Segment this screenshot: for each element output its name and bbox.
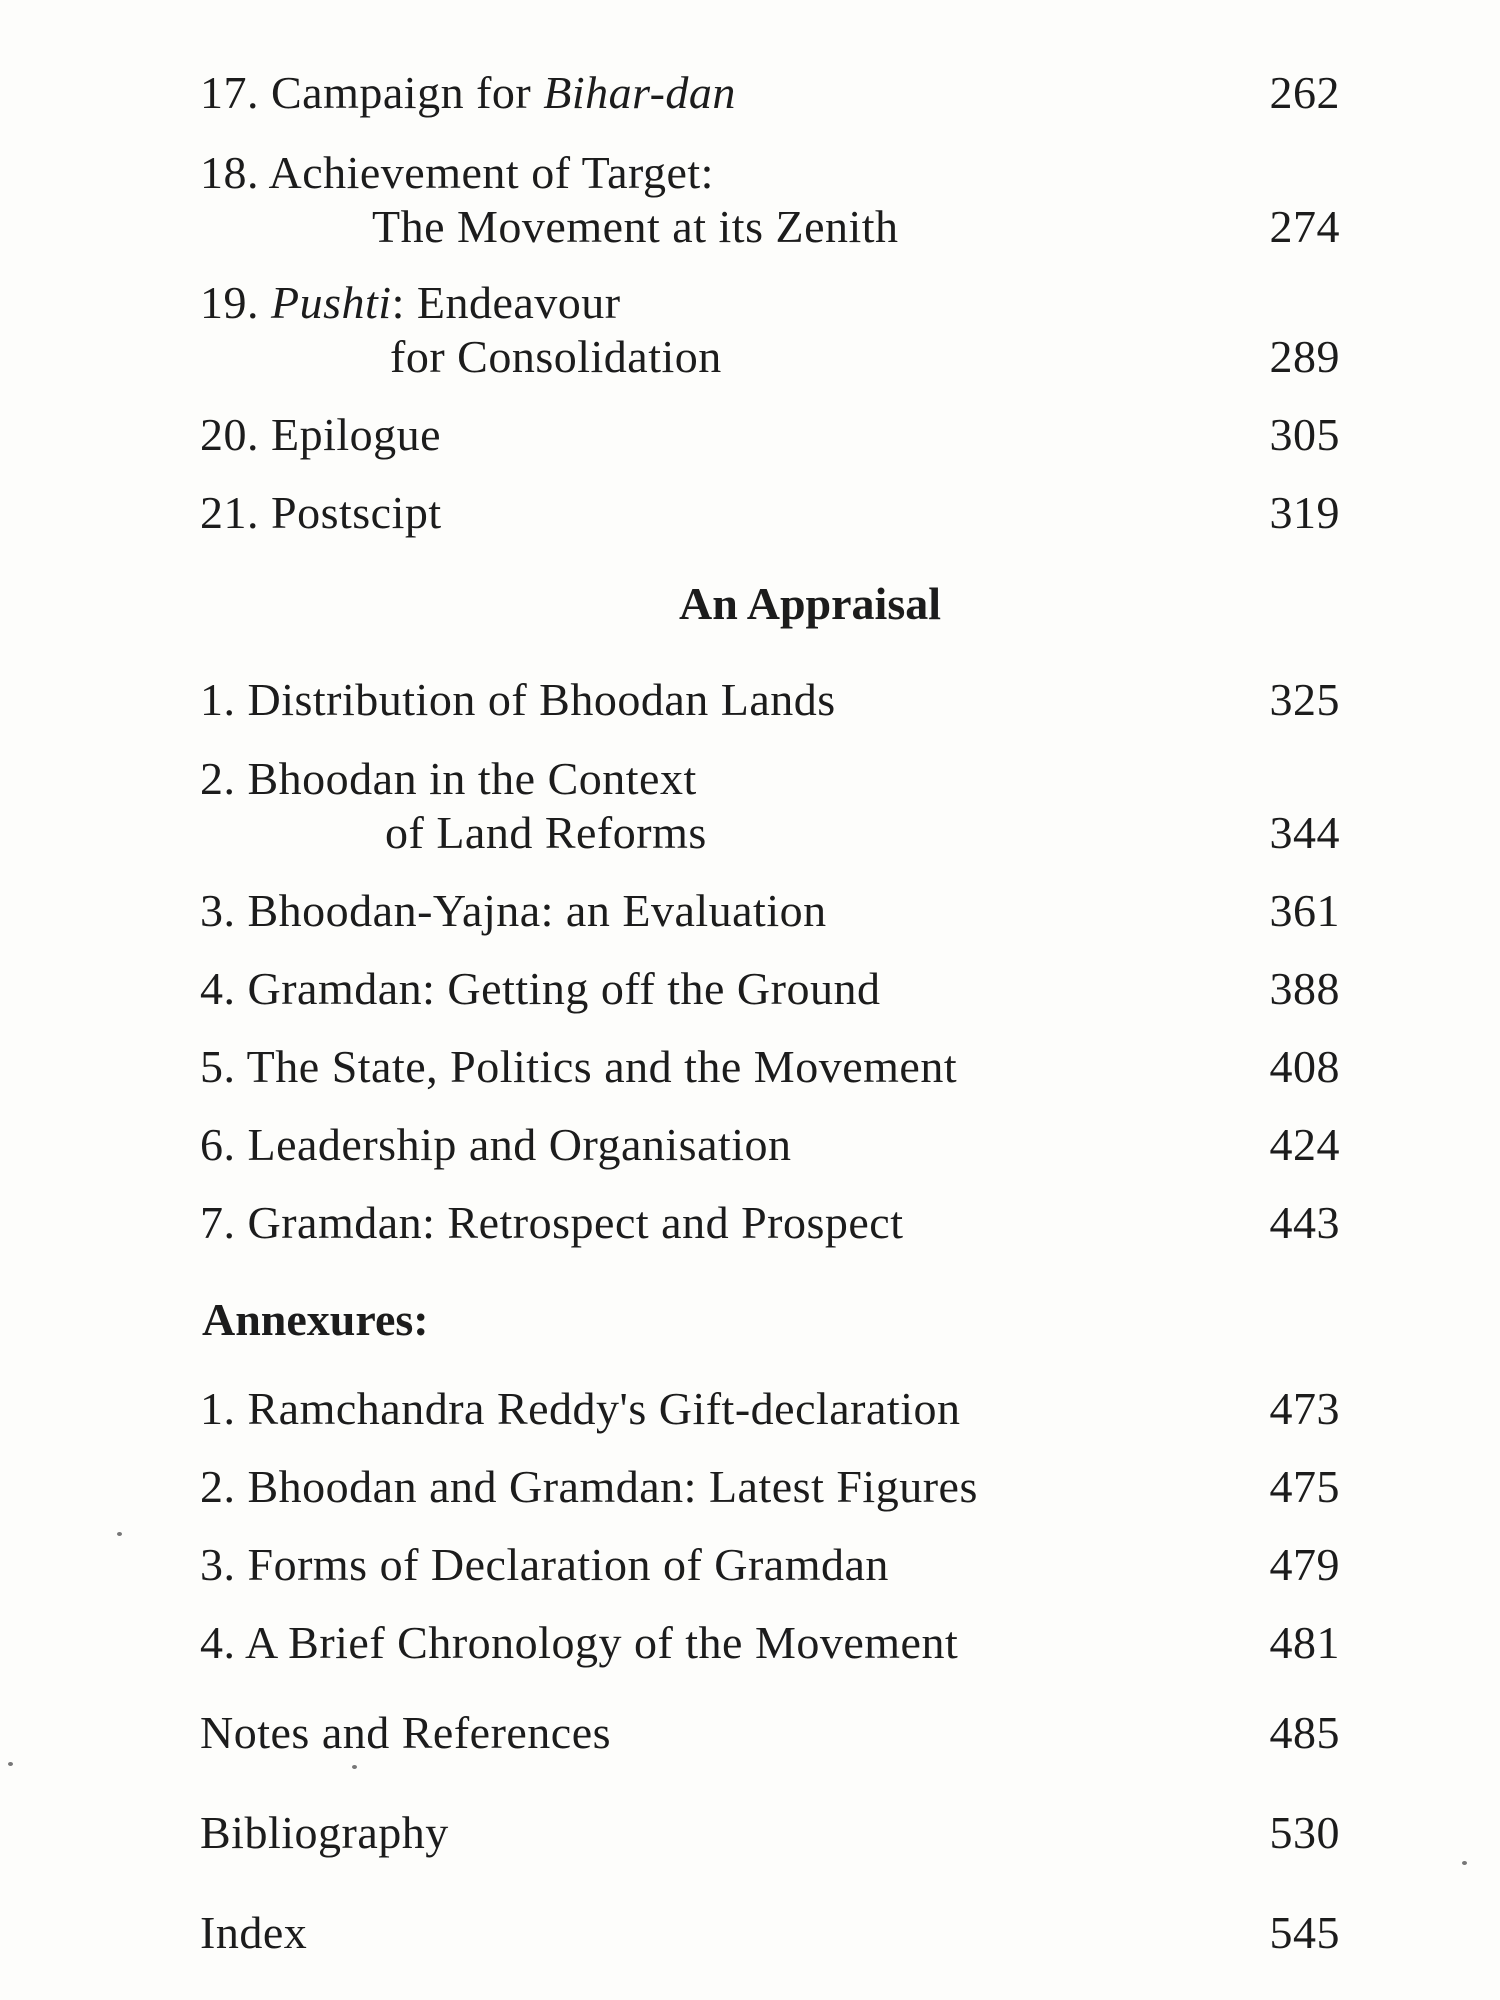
- chapter-title: Gramdan: Getting off the Ground: [247, 963, 881, 1014]
- chapter-title: Epilogue: [271, 409, 442, 460]
- section-heading-annexures: Annexures:: [202, 1294, 429, 1345]
- chapter-title: Leadership and Organisation: [247, 1119, 792, 1170]
- scan-speck: [1462, 1861, 1467, 1865]
- chapter-number: 2.: [200, 1461, 236, 1512]
- chapter-title-italic: Pushti: [271, 277, 392, 328]
- toc-entry-appraisal-1[interactable]: [200, 673, 1340, 727]
- entry-title: Bibliography: [200, 1807, 449, 1858]
- page-number: 481: [1269, 1617, 1340, 1668]
- chapter-number: 1.: [200, 674, 236, 725]
- page-number: 388: [1269, 963, 1340, 1014]
- chapter-title: Bhoodan in the Context: [247, 753, 697, 804]
- page-number: 424: [1269, 1119, 1340, 1170]
- toc-entry-annexure-4[interactable]: [200, 1616, 1340, 1670]
- toc-entry-18[interactable]: [200, 146, 1340, 254]
- chapter-title: The State, Politics and the Movement: [246, 1041, 958, 1092]
- chapter-title: Postscipt: [271, 487, 442, 538]
- page-number: 475: [1269, 1461, 1340, 1512]
- chapter-number: 20.: [200, 409, 259, 460]
- page-number: 344: [1269, 807, 1340, 858]
- chapter-number: 3.: [200, 1539, 236, 1590]
- chapter-number: 18.: [200, 147, 259, 198]
- chapter-title: Gramdan: Retrospect and Prospect: [247, 1197, 904, 1248]
- section-heading-appraisal: An Appraisal: [678, 578, 942, 629]
- chapter-number: 4.: [200, 1617, 236, 1668]
- page-number: 485: [1269, 1707, 1340, 1758]
- chapter-title: Campaign for: [271, 67, 544, 118]
- chapter-number: 2.: [200, 753, 236, 804]
- scan-speck: [352, 1765, 357, 1769]
- toc-entry-appraisal-5[interactable]: [200, 1040, 1340, 1094]
- chapter-title: Bhoodan-Yajna: an Evaluation: [247, 885, 827, 936]
- page-number: 305: [1269, 409, 1340, 460]
- toc-entry-appraisal-6[interactable]: [200, 1118, 1340, 1172]
- chapter-title: Distribution of Bhoodan Lands: [247, 674, 836, 725]
- page-number: 289: [1269, 331, 1340, 382]
- chapter-number: 4.: [200, 963, 236, 1014]
- chapter-title: A Brief Chronology of the Movement: [244, 1617, 959, 1668]
- toc-entry-bibliography[interactable]: [200, 1806, 1340, 1860]
- scan-speck: [117, 1532, 122, 1536]
- chapter-number: 19.: [200, 277, 259, 328]
- page-number: 545: [1269, 1907, 1340, 1958]
- toc-entry-appraisal-7[interactable]: [200, 1196, 1340, 1250]
- toc-entry-17[interactable]: [200, 66, 1340, 120]
- chapter-title-italic: Bihar-dan: [543, 67, 736, 118]
- chapter-title: Bhoodan and Gramdan: Latest Figures: [247, 1461, 978, 1512]
- toc-entry-notes[interactable]: [200, 1706, 1340, 1760]
- entry-title: Notes and References: [200, 1707, 612, 1758]
- toc-entry-appraisal-4[interactable]: [200, 962, 1340, 1016]
- toc-entry-index[interactable]: [200, 1906, 1340, 1960]
- chapter-title-continuation: of Land Reforms: [385, 807, 707, 858]
- chapter-title: Forms of Declaration of Gramdan: [247, 1539, 889, 1590]
- toc-entry-annexure-1[interactable]: [200, 1382, 1340, 1436]
- page-number: 473: [1269, 1383, 1340, 1434]
- chapter-number: 1.: [200, 1383, 236, 1434]
- page-number: 262: [1269, 67, 1340, 118]
- toc-entry-19[interactable]: [200, 276, 1340, 384]
- scan-speck: [8, 1762, 13, 1766]
- chapter-title-continuation: for Consolidation: [390, 331, 722, 382]
- toc-entry-appraisal-3[interactable]: [200, 884, 1340, 938]
- page-number: 361: [1269, 885, 1340, 936]
- chapter-number: 17.: [200, 67, 259, 118]
- page-number: 443: [1269, 1197, 1340, 1248]
- chapter-title: : Endeavour: [391, 277, 621, 328]
- page-number: 274: [1269, 201, 1340, 252]
- chapter-title-continuation: The Movement at its Zenith: [372, 201, 899, 252]
- chapter-number: 7.: [200, 1197, 236, 1248]
- chapter-title: Achievement of Target:: [268, 147, 714, 198]
- chapter-number: 5.: [200, 1041, 236, 1092]
- page-number: 319: [1269, 487, 1340, 538]
- entry-title: Index: [200, 1907, 308, 1958]
- chapter-title: Ramchandra Reddy's Gift-declaration: [247, 1383, 961, 1434]
- chapter-number: 6.: [200, 1119, 236, 1170]
- page-number: 479: [1269, 1539, 1340, 1590]
- page-number: 408: [1269, 1041, 1340, 1092]
- page-number: 530: [1269, 1807, 1340, 1858]
- toc-entry-20[interactable]: [200, 408, 1340, 462]
- chapter-number: 21.: [200, 487, 259, 538]
- toc-entry-21[interactable]: [200, 486, 1340, 540]
- toc-entry-annexure-2[interactable]: [200, 1460, 1340, 1514]
- page-number: 325: [1269, 674, 1340, 725]
- toc-entry-annexure-3[interactable]: [200, 1538, 1340, 1592]
- toc-entry-appraisal-2[interactable]: [200, 752, 1340, 860]
- chapter-number: 3.: [200, 885, 236, 936]
